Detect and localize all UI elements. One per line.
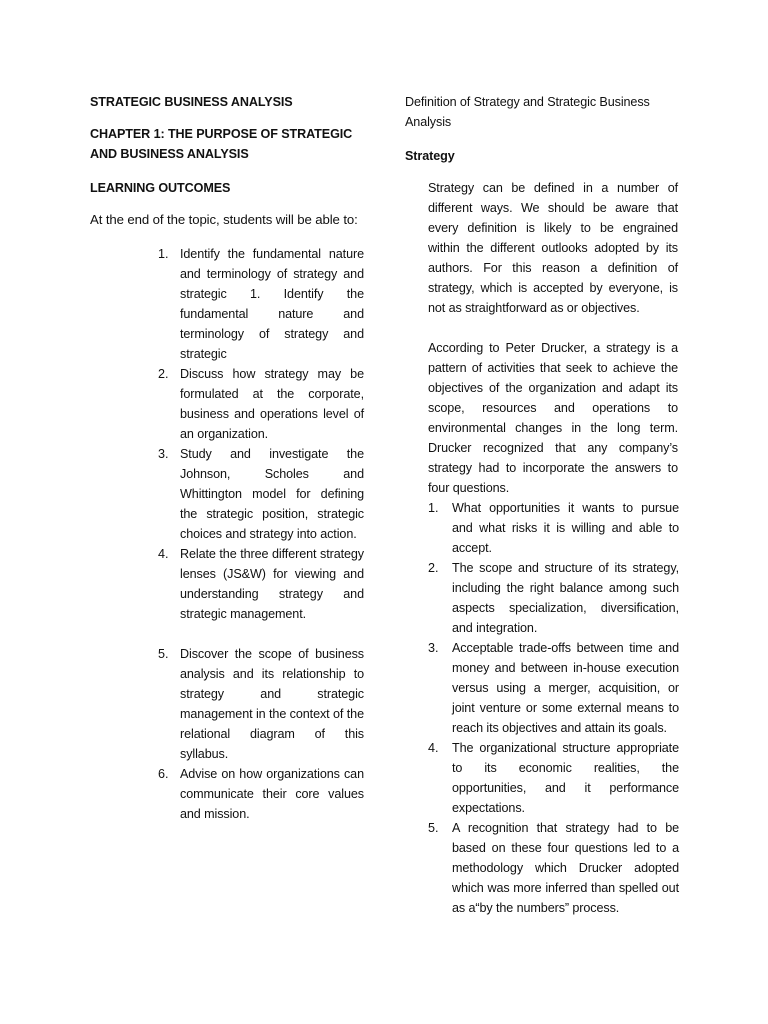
list-item-text: The organizational structure appropriate to its economic realities, the opportunities, and it performance expectations. — [452, 741, 679, 815]
strategy-paragraph-1: Strategy can be defined in a number of different ways. We should be aware that every definition is likely to be engrained within the different outlooks adopted by its authors. For this reason a definition of strategy, which is accepted by everyone, is not as straightforward as or objectives. — [428, 181, 678, 315]
learning-outcomes-heading: LEARNING OUTCOMES — [90, 181, 231, 195]
chapter-title: CHAPTER 1: THE PURPOSE OF STRATEGIC AND BUSINESS ANALYSIS — [90, 127, 353, 161]
list-item-number: 1. — [158, 247, 169, 261]
strategy-paragraph-2: According to Peter Drucker, a strategy is a pattern of activities that seek to achieve the objectives of the organization and adapt its scope, resources and operations to environmental changes in the long term. Drucker recognized that any company’s strategy had to incorporate the answers to four questions. — [428, 341, 678, 495]
list-item-number: 4. — [158, 547, 169, 561]
list-item-text: Discover the scope of business analysis and its relationship to strategy and strategic management in the context of the relational diagram of this syllabus. — [180, 647, 364, 761]
list-item-number: 2. — [428, 561, 439, 575]
list-item-text: Advise on how organizations can communicate their core values and mission. — [180, 767, 364, 821]
list-item-number: 3. — [428, 641, 439, 655]
list-item-text: Relate the three different strategy lenses (JS&W) for viewing and understanding strategy and strategic management. — [180, 547, 364, 621]
list-item-text: What opportunities it wants to pursue and what risks it is willing and able to accept. — [452, 501, 679, 555]
section-subheading: Strategy — [405, 149, 455, 163]
list-item-number: 1. — [428, 501, 439, 515]
list-item-number: 5. — [158, 647, 169, 661]
list-item-text: A recognition that strategy had to be based on these four questions led to a methodology which Drucker adopted which was more inferred than spelled out as a“by the numbers” process. — [452, 821, 679, 915]
list-item-number: 2. — [158, 367, 169, 381]
list-item-number: 4. — [428, 741, 439, 755]
list-item-text: Identify the fundamental nature and terminology of strategy and strategic 1. Identify the fundamental nature and terminology of strategy and strategic — [180, 247, 364, 361]
list-item-text: Discuss how strategy may be formulated at the corporate, business and operations level of an organization. — [180, 367, 364, 441]
list-item-text: Acceptable trade-offs between time and money and between in-house execution versus using a merger, acquisition, or joint venture or some external means to reach its objectives and attain its goals. — [452, 641, 679, 735]
list-item-text: Study and investigate the Johnson, Scholes and Whittington model for defining the strategic position, strategic choices and strategy into action. — [180, 447, 364, 541]
document-title: STRATEGIC BUSINESS ANALYSIS — [90, 95, 293, 109]
section-heading: Definition of Strategy and Strategic Business Analysis — [405, 95, 650, 129]
outcomes-intro: At the end of the topic, students will be able to: — [90, 212, 358, 227]
list-item-text: The scope and structure of its strategy, including the right balance among such aspects specialization, diversification, and integration. — [452, 561, 679, 635]
list-item-number: 3. — [158, 447, 169, 461]
list-item-number: 6. — [158, 767, 169, 781]
list-item-number: 5. — [428, 821, 439, 835]
